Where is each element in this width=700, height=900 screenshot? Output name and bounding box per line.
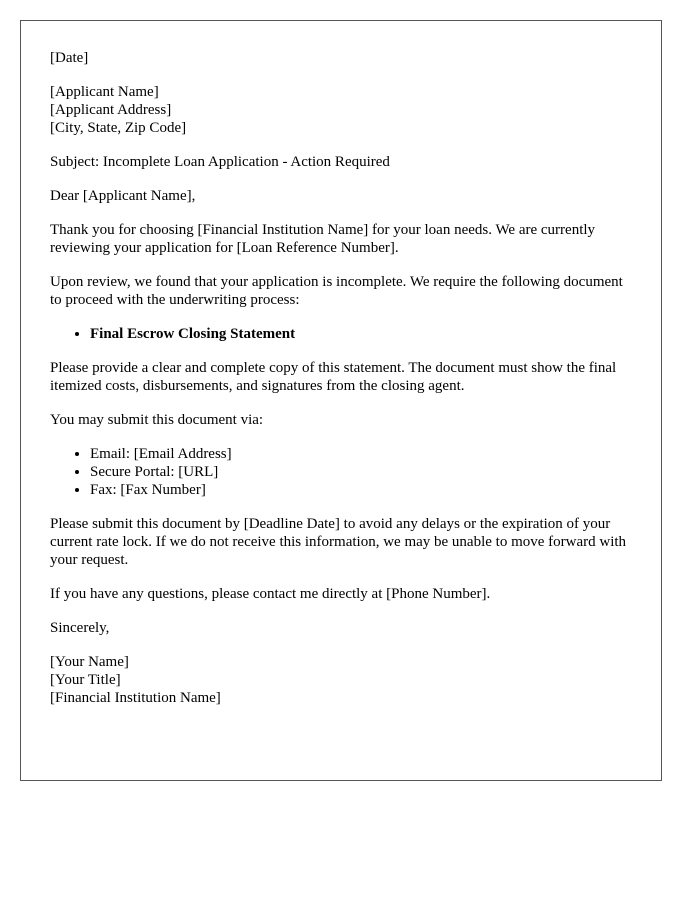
- review-paragraph: Upon review, we found that your application is incomplete. We require the following document to proceed with the underwriting process:: [50, 274, 623, 308]
- closing: Sincerely,: [50, 620, 110, 636]
- signature-block: [50, 653, 633, 707]
- signature-institution: [Financial Institution Name]: [50, 690, 221, 706]
- signature-name: [Your Name]: [50, 654, 129, 670]
- signature-title: [Your Title]: [50, 672, 121, 688]
- recipient-block: [50, 83, 633, 137]
- letter-date: [Date]: [50, 50, 89, 66]
- submission-method-portal: • Secure Portal: [URL]: [90, 463, 633, 481]
- required-document-label: Final Escrow Closing Statement: [90, 326, 296, 342]
- deadline-paragraph: Please submit this document by [Deadline Date] to avoid any delays or the expiration of your current rate lock. If we do not receive this information, we may be unable to move forward with your request.: [50, 516, 627, 568]
- questions-paragraph: If you have any questions, please contact me directly at [Phone Number].: [50, 586, 491, 602]
- submission-method-email: • Email: [Email Address]: [90, 445, 633, 463]
- recipient-name: [Applicant Name]: [50, 84, 159, 100]
- required-documents-list: [50, 325, 633, 343]
- submission-method-fax: • Fax: [Fax Number]: [90, 481, 633, 499]
- statement-paragraph: Please provide a clear and complete copy of this statement. The document must show the final itemized costs, disbursements, and signatures from the closing agent.: [50, 360, 617, 394]
- salutation: Dear [Applicant Name],: [50, 188, 196, 204]
- required-document-item: [90, 325, 633, 343]
- recipient-city: [City, State, Zip Code]: [50, 120, 187, 136]
- intro-paragraph: Thank you for choosing [Financial Institution Name] for your loan needs. We are currently reviewing your application for [Loan Reference Number].: [50, 222, 596, 256]
- submission-methods-list: [50, 445, 633, 499]
- letter-subject: Subject: Incomplete Loan Application - Action Required: [50, 154, 390, 170]
- submit-via-paragraph: You may submit this document via:: [50, 412, 264, 428]
- recipient-address: [Applicant Address]: [50, 102, 172, 118]
- letter-page: [20, 20, 662, 781]
